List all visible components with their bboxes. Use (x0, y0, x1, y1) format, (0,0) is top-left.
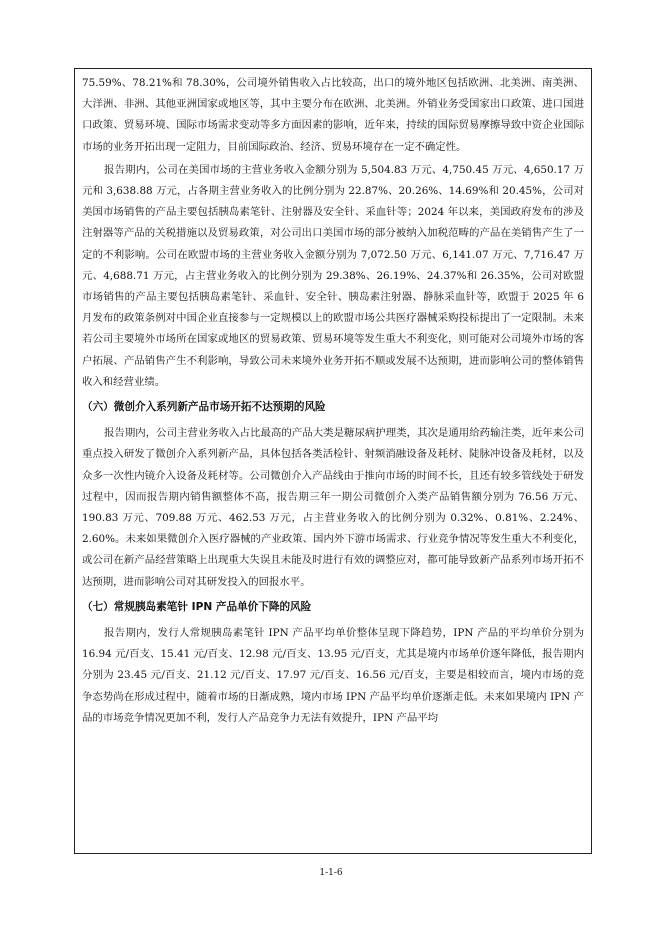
paragraph-us-eu-markets: 报告期内，公司在美国市场的主营业务收入金额分别为 5,504.83 万元、4,750.45 万元、4,650.17 万元和 3,638.88 万元，占各期主营业务收入的比例分别为 22.87%、20.26%、14.69%和 20.45%，公司对美国市场销售的产品主要包括胰岛素笔针、注射器及安全针、采血针等；2024 年以来，美国政府发布的涉及注射器等产品的关税措施以及贸易政策，对公司出口美国市场的部分被纳入加税范畴的产品在美销售产生了一定的不利影响。公司在欧盟市场的主营业务收入金额分别为 7,072.50 万元、6,141.07 万元、7,716.47 万元、4,688.71 万元，占主营业务收入的比例分别为 29.38%、26.19%、24.37%和 26.35%，公司对欧盟市场销售的产品主要包括胰岛素笔针、采血针、安全针、胰岛素注射器、静脉采血针等，欧盟于 2025 年 6 月发布的政策条例对中国企业直接参与一定规模以上的欧盟市场公共医疗器械采购投标提出了一定限制。未来若公司主要境外市场所在国家或地区的贸易政策、贸易环境等发生重大不利变化，则可能对公司境外市场的客户拓展、产品销售产生不利影响，导致公司未来境外业务开拓不顺或发展不达预期，进而影响公司的整体销售收入和经营业绩。 (82, 163, 584, 388)
paragraph-minimally-invasive: 报告期内，公司主营业务收入占比最高的产品大类是糖尿病护理类，其次是通用给药输注类，近年来公司重点投入研发了微创介入系列新产品，具体包括各类活检针、射频消融设备及耗材、陡脉冲设备及耗材，以及众多一次性内镜介入设备及耗材等。公司微创介入产品线由于推向市场的时间不长，且还有较多管线处于研发过程中，因而报告期内销售额整体不高，报告期三年一期公司微创介入类产品销售额分别为 76.56 万元、190.83 万元、709.88 万元、462.53 万元，占主营业务收入的比例分别为 0.32%、0.81%、2.24%、2.60%。未来如果微创介入医疗器械的产业政策、国内外下游市场需求、行业竞争情况等发生重大不利变化，或公司在新产品经营策略上出现重大失误且未能及时进行有效的调整应对，都可能导致新产品系列市场开拓不达预期，进而影响公司对其研发投入的回报水平。 (82, 427, 584, 588)
page-number: 1-1-6 (319, 868, 343, 878)
content-frame (74, 68, 592, 854)
section-heading-7: （七）常规胰岛素笔针 IPN 产品单价下降的风险 (82, 600, 312, 613)
paragraph-ipn-price: 报告期内，发行人常规胰岛素笔针 IPN 产品平均单价整体呈现下降趋势，IPN 产品的平均单价分别为 16.94 元/百支、15.41 元/百支、12.98 元/百支、13.95 元/百支，尤其是境内市场单价逐年降低，报告期内分别为 23.45 元/百支、21.12 元/百支、17.97 元/百支、16.56 元/百支，主要是相较而言，境内市场的竞争态势尚在形成过程中，随着市场的日渐成熟，境内市场 IPN 产品平均单价逐渐走低。未来如果境内 IPN 产品的市场竞争情况更加不利，发行人产品竞争力无法有效提升，IPN 产品平均 (82, 627, 584, 724)
paragraph-export-markets: 75.59%、78.21%和 78.30%，公司境外销售收入占比较高，出口的境外地区包括欧洲、北美洲、南美洲、大洋洲、非洲、其他亚洲国家或地区等，其中主要分布在欧洲、北美洲。外销业务受国家出口政策、进口国进口政策、贸易环境、国际市场需求变动等多方面因素的影响，近年来，持续的国际贸易摩擦导致中资企业国际市场的业务开拓出现一定阻力，目前国际政治、经济、贸易环境存在一定不确定性。 (82, 77, 584, 153)
section-heading-6: （六）微创介入系列新产品市场开拓不达预期的风险 (82, 401, 326, 414)
